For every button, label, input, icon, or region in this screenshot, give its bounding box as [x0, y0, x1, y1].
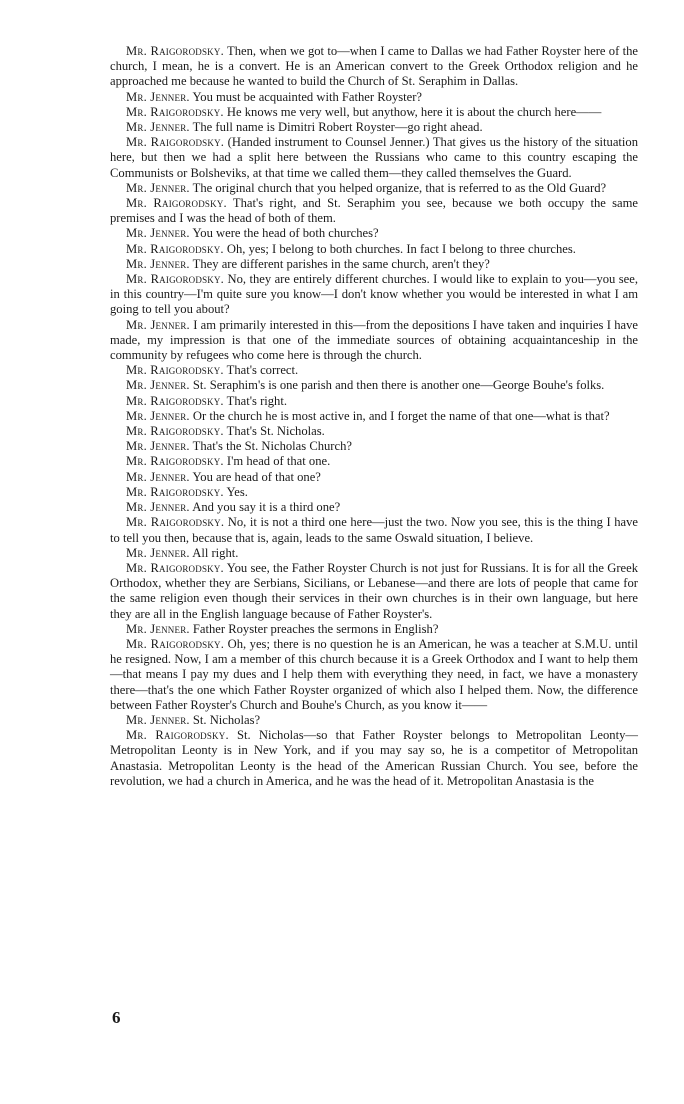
testimony-text: And you say it is a third one? — [192, 500, 341, 515]
testimony-paragraph — [110, 363, 638, 378]
testimony-paragraph — [110, 105, 638, 120]
speaker-name: Mr. Jenner. — [126, 408, 190, 423]
testimony-text: All right. — [192, 545, 239, 560]
testimony-text: No, they are entirely different churches. I would like to explain to you—you see, in this country—I'm quite sure you know—I don't know whether you would be interested in what I am going to tell you about? — [110, 272, 639, 317]
testimony-text: That's St. Nicholas. — [226, 424, 325, 439]
testimony-text: You are head of that one? — [192, 469, 321, 484]
speaker-name: Mr. Raigorodsky. — [126, 636, 225, 651]
testimony-text: St. Nicholas—so that Father Royster belongs to Metropolitan Leonty—Metropolitan Leonty is in New York, and if you may say so, he is a competitor of Metropolitan Anastasia. Metropolitan Leonty is the head of the American Russian Church. You see, before the revolution, we had a church in America, and he was the head of it. Metropolitan Anastasia is the — [110, 728, 638, 788]
speaker-name: Mr. Raigorodsky. — [126, 393, 224, 408]
speaker-name: Mr. Jenner. — [126, 226, 190, 241]
testimony-paragraph — [110, 561, 638, 622]
speaker-name: Mr. Jenner. — [126, 120, 190, 135]
testimony-paragraph — [110, 394, 638, 409]
speaker-name: Mr. Raigorodsky. — [126, 135, 225, 150]
testimony-paragraph — [110, 272, 638, 318]
testimony-paragraph — [110, 485, 638, 500]
testimony-text: You were the head of both churches? — [192, 226, 379, 241]
testimony-text: Oh, yes; I belong to both churches. In fact I belong to three churches. — [226, 241, 576, 256]
testimony-paragraph — [110, 318, 638, 364]
testimony-text: Then, when we got to—when I came to Dallas we had Father Royster here of the church, I mean, he is a convert. He is an American convert to the Greek Orthodox religion and he approached me because he wanted to build the Church of St. Seraphim in Dallas. — [110, 44, 639, 89]
speaker-name: Mr. Raigorodsky. — [126, 454, 224, 469]
testimony-paragraph — [110, 226, 638, 241]
testimony-paragraph — [110, 470, 638, 485]
speaker-name: Mr. Jenner. — [126, 256, 190, 271]
testimony-paragraph — [110, 439, 638, 454]
testimony-text: I'm head of that one. — [226, 454, 331, 469]
speaker-name: Mr. Raigorodsky. — [126, 515, 225, 530]
speaker-name: Mr. Jenner. — [126, 712, 190, 727]
testimony-paragraph — [110, 515, 638, 545]
page-number: 6 — [112, 1008, 121, 1027]
testimony-paragraph — [110, 257, 638, 272]
testimony-paragraph — [110, 181, 638, 196]
speaker-name: Mr. Jenner. — [126, 378, 190, 393]
testimony-paragraph — [110, 500, 638, 515]
testimony-text: I am primarily interested in this—from the depositions I have taken and inquiries I have made, my impression is that one of the immediate sources of obtaining acquaintanceship in the community by refugees who come here is through the church. — [110, 317, 638, 363]
testimony-text: You see, the Father Royster Church is not just for Russians. It is for all the Greek Orthodox, whether they are Serbians, Sicilians, or Lebanese—and there are lots of people that came for the same religion even though their services in their own churches is in their own language, but here they are all in the English language because of Father Royster's. — [110, 560, 638, 621]
testimony-paragraph — [110, 622, 638, 637]
testimony-paragraph — [110, 454, 638, 469]
speaker-name: Mr. Raigorodsky. — [126, 560, 224, 575]
testimony-text: St. Seraphim's is one parish and then there is another one—George Bouhe's folks. — [192, 378, 605, 393]
testimony-paragraph — [110, 242, 638, 257]
testimony-text: That's correct. — [226, 363, 299, 378]
testimony-paragraph — [110, 713, 638, 728]
testimony-paragraph — [110, 378, 638, 393]
testimony-paragraph — [110, 637, 638, 713]
testimony-paragraph — [110, 424, 638, 439]
speaker-name: Mr. Jenner. — [126, 621, 190, 636]
speaker-name: Mr. Jenner. — [126, 545, 190, 560]
testimony-paragraph — [110, 409, 638, 424]
speaker-name: Mr. Jenner. — [126, 89, 190, 104]
testimony-text: Father Royster preaches the sermons in English? — [192, 621, 439, 636]
testimony-text: That's the St. Nicholas Church? — [192, 439, 352, 454]
speaker-name: Mr. Jenner. — [126, 469, 190, 484]
testimony-page — [110, 44, 638, 789]
speaker-name: Mr. Raigorodsky. — [126, 196, 227, 211]
speaker-name: Mr. Raigorodsky. — [126, 44, 224, 58]
speaker-name: Mr. Jenner. — [126, 439, 190, 454]
testimony-paragraph — [110, 196, 638, 226]
testimony-paragraph — [110, 120, 638, 135]
testimony-text: St. Nicholas? — [192, 712, 261, 727]
testimony-paragraph — [110, 728, 638, 789]
testimony-paragraph — [110, 546, 638, 561]
testimony-text: That's right, and St. Seraphim you see, because we both occupy the same premises and I was the head of both of them. — [110, 196, 639, 226]
testimony-text: Or the church he is most active in, and I forget the name of that one—what is that? — [192, 408, 610, 423]
testimony-text: The original church that you helped organize, that is referred to as the Old Guard? — [192, 180, 607, 195]
speaker-name: Mr. Raigorodsky. — [126, 484, 224, 499]
speaker-name: Mr. Jenner. — [126, 500, 190, 515]
testimony-text: The full name is Dimitri Robert Royster—go right ahead. — [192, 120, 483, 135]
speaker-name: Mr. Raigorodsky. — [126, 104, 224, 119]
testimony-paragraph — [110, 44, 638, 90]
speaker-name: Mr. Raigorodsky. — [126, 424, 224, 439]
testimony-text: That's right. — [226, 393, 288, 408]
testimony-text: Yes. — [226, 484, 248, 499]
speaker-name: Mr. Raigorodsky. — [126, 728, 229, 743]
testimony-paragraph — [110, 90, 638, 105]
testimony-text: No, it is not a third one here—just the two. Now you see, this is the thing I have to tell you then, because that is, again, leads to the same Oswald situation, I believe. — [110, 515, 639, 545]
speaker-name: Mr. Jenner. — [126, 180, 190, 195]
testimony-text: He knows me very well, but anythow, here it is about the church here—— — [226, 104, 602, 119]
speaker-name: Mr. Raigorodsky. — [126, 272, 225, 287]
testimony-text: You must be acquainted with Father Royster? — [192, 89, 423, 104]
speaker-name: Mr. Jenner. — [126, 317, 190, 332]
testimony-paragraph — [110, 135, 638, 181]
testimony-text: (Handed instrument to Counsel Jenner.) That gives us the history of the situation here, but then we had a split here between the Russians who came to this country escaping the Communists or Bolsheviks, at that time we called them—they called themselves the Guard. — [110, 135, 638, 180]
testimony-text: Oh, yes; there is no question he is an American, he was a teacher at S.M.U. until he resigned. Now, I am a member of this church because it is a Greek Orthodox and I want to help them—that means I pay my dues and I help them with everything they need, in fact, we have a monastery there—that's the one which Father Royster organized of which also I helped them. Now, the difference between Father Royster's Church and Bouhe's Church, as you know it—— — [110, 636, 638, 712]
speaker-name: Mr. Raigorodsky. — [126, 241, 224, 256]
testimony-text: They are different parishes in the same church, aren't they? — [192, 256, 490, 271]
speaker-name: Mr. Raigorodsky. — [126, 363, 224, 378]
